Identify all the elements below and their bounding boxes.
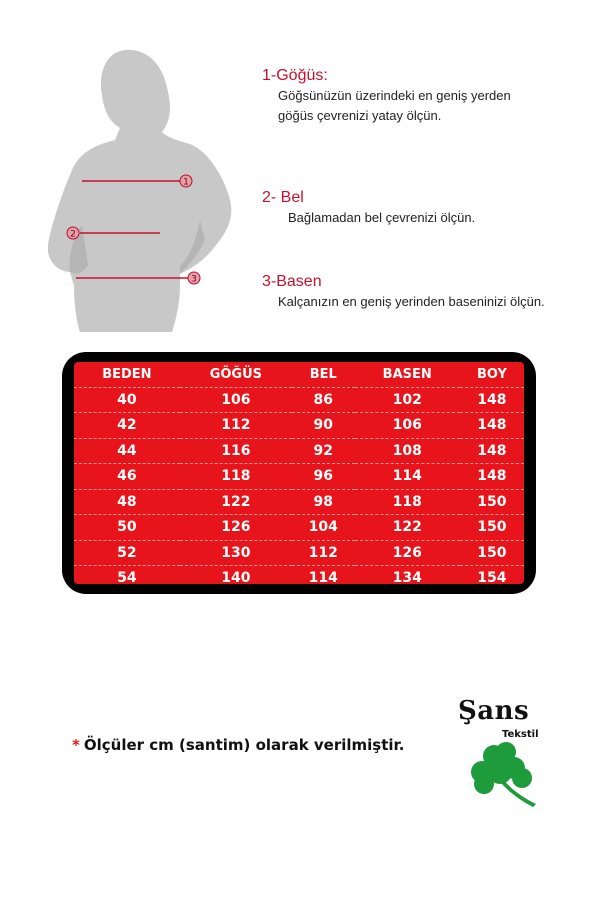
table-cell: 48 — [74, 489, 180, 515]
table-cell: 126 — [180, 515, 292, 541]
svg-text:2: 2 — [70, 229, 76, 240]
table-cell: 40 — [74, 387, 180, 413]
table-cell: 46 — [74, 464, 180, 490]
table-cell: 122 — [180, 489, 292, 515]
asterisk: * — [72, 736, 80, 754]
step-title: 3-Basen — [262, 273, 322, 290]
step-basen — [262, 272, 548, 312]
table-cell: 104 — [292, 515, 355, 541]
table-cell: 90 — [292, 413, 355, 439]
table-cell: 114 — [292, 566, 355, 585]
table-cell: 106 — [180, 387, 292, 413]
logo-subtitle: Tekstil — [502, 729, 539, 740]
header-bel: BEL — [309, 366, 337, 382]
table-row — [74, 515, 524, 541]
table-cell: 148 — [460, 413, 524, 439]
table-cell: 114 — [355, 464, 460, 490]
body-silhouette — [40, 40, 250, 335]
table-cell: 54 — [74, 566, 180, 585]
table-cell: 140 — [180, 566, 292, 585]
table-row — [74, 438, 524, 464]
note-text: Ölçüler cm (santim) olarak verilmiştir. — [83, 736, 405, 754]
units-note — [72, 736, 405, 754]
marker-1 — [180, 175, 192, 188]
table-cell: 150 — [460, 489, 524, 515]
table-cell: 102 — [355, 387, 460, 413]
table-cell: 150 — [460, 540, 524, 566]
table-cell: 106 — [355, 413, 460, 439]
step-title: 2- Bel — [262, 189, 304, 206]
table-row — [74, 413, 524, 439]
table-cell: 42 — [74, 413, 180, 439]
table-cell: 52 — [74, 540, 180, 566]
table-cell: 86 — [292, 387, 355, 413]
step-description: Kalçanızın en geniş yerinden baseninizi ölçün. — [278, 294, 545, 309]
table-cell: 154 — [460, 566, 524, 585]
table-row — [74, 489, 524, 515]
table-cell: 118 — [180, 464, 292, 490]
marker-3 — [188, 272, 200, 285]
table-cell: 116 — [180, 438, 292, 464]
step-description: Bağlamadan bel çevrenizi ölçün. — [288, 210, 476, 225]
brand-logo — [440, 696, 560, 816]
step-bel — [262, 188, 475, 228]
table-cell: 148 — [460, 438, 524, 464]
table-cell: 112 — [292, 540, 355, 566]
table-cell: 92 — [292, 438, 355, 464]
body-silhouette-figure — [40, 40, 250, 335]
table-cell: 126 — [355, 540, 460, 566]
marker-2 — [67, 227, 79, 240]
table-cell: 148 — [460, 464, 524, 490]
table-cell: 44 — [74, 438, 180, 464]
clover-icon — [470, 742, 544, 808]
table-cell: 108 — [355, 438, 460, 464]
table-cell: 50 — [74, 515, 180, 541]
header-gogus: GÖĞÜS — [209, 366, 262, 382]
table-cell: 122 — [355, 515, 460, 541]
size-table-frame — [62, 352, 536, 594]
table-cell: 118 — [355, 489, 460, 515]
header-beden: BEDEN — [102, 366, 152, 382]
table-cell: 148 — [460, 387, 524, 413]
table-cell: 134 — [355, 566, 460, 585]
size-table-panel — [74, 362, 524, 584]
table-cell: 98 — [292, 489, 355, 515]
header-basen: BASEN — [382, 366, 432, 382]
table-cell: 130 — [180, 540, 292, 566]
size-table — [74, 362, 524, 584]
table-row — [74, 540, 524, 566]
table-row — [74, 566, 524, 585]
header-boy: BOY — [476, 366, 507, 382]
table-row — [74, 464, 524, 490]
table-row — [74, 387, 524, 413]
logo-name: Şans — [458, 696, 530, 726]
step-gogus — [262, 66, 548, 126]
step-description: Göğsünüzün üzerindeki en geniş yerden göğüs çevrenizi yatay ölçün. — [278, 88, 511, 123]
table-cell: 150 — [460, 515, 524, 541]
table-cell: 112 — [180, 413, 292, 439]
step-title: 1-Göğüs: — [262, 67, 328, 84]
table-header-row — [74, 362, 524, 387]
svg-text:3: 3 — [191, 274, 197, 285]
table-cell: 96 — [292, 464, 355, 490]
svg-text:1: 1 — [183, 177, 189, 188]
